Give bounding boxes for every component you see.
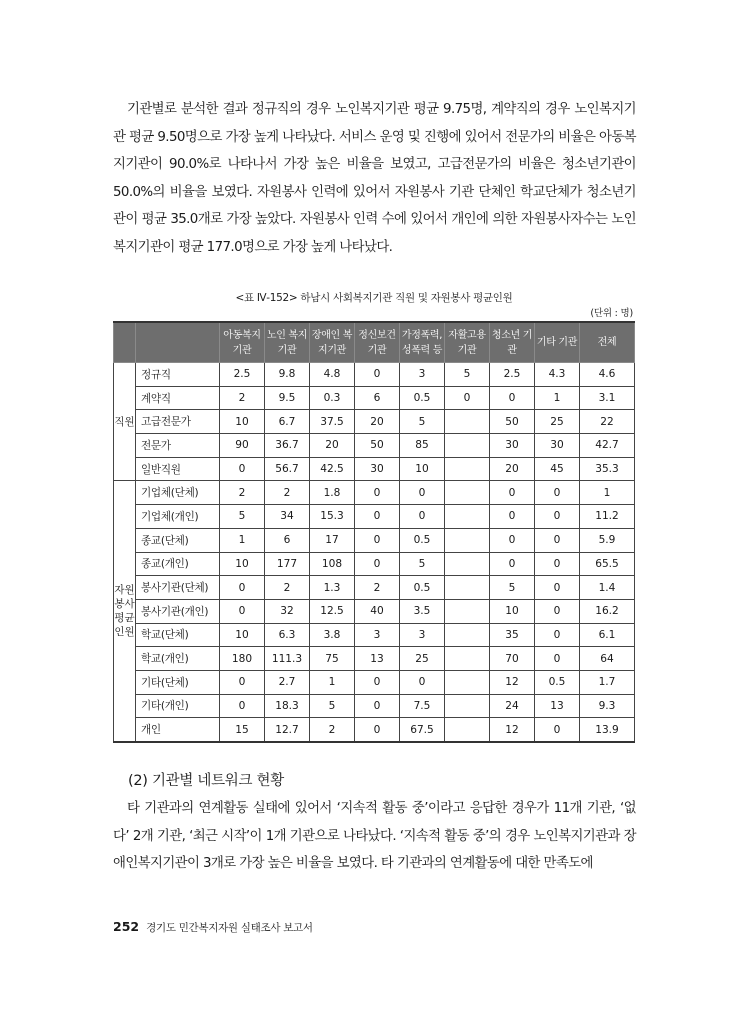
table-cell: 1	[535, 386, 580, 410]
table-cell: 0	[220, 670, 265, 694]
table-cell: 0	[355, 505, 400, 529]
table-cell: 2.5	[220, 363, 265, 387]
table-cell: 4.6	[580, 363, 635, 387]
table-row	[114, 505, 635, 529]
table-cell: 35	[490, 623, 535, 647]
row-label: 기업체(개인)	[136, 505, 220, 529]
header-child-welfare: 아동복지 기관	[220, 322, 265, 363]
table-cell: 70	[490, 647, 535, 671]
table-cell: 45	[535, 457, 580, 481]
table-cell: 10	[490, 599, 535, 623]
table-cell	[445, 505, 490, 529]
header-total: 전체	[580, 322, 635, 363]
table-cell: 0	[535, 647, 580, 671]
row-group-label: 직원	[114, 363, 136, 481]
table-cell: 0	[355, 363, 400, 387]
table-cell: 18.3	[265, 694, 310, 718]
table-row	[114, 528, 635, 552]
network-paragraph: 타 기관과의 연계활동 실태에 있어서 ‘지속적 활동 중’이라고 응답한 경우가 11개 기관, ‘없다’ 2개 기관, ‘최근 시작’이 1개 기관으로 나타났다. ‘지속적 활동 중’의 경우 노인복지기관과 장애인복지기관이 3개로 가장 높은 비율을 보였다. 타 기관과의 연계활동에 대한 만족도에	[113, 801, 636, 871]
table-row	[114, 481, 635, 505]
table-cell: 2	[220, 386, 265, 410]
table-row	[114, 552, 635, 576]
table-cell: 64	[580, 647, 635, 671]
table-cell: 9.3	[580, 694, 635, 718]
table-cell: 10	[220, 410, 265, 434]
table-cell: 90	[220, 434, 265, 458]
table-caption: <표 Ⅳ-152> 하남시 사회복지기관 직원 및 자원봉사 평균인원	[235, 292, 513, 304]
table-cell: 0	[490, 552, 535, 576]
table-cell	[445, 434, 490, 458]
table-cell: 1	[580, 481, 635, 505]
table-cell: 0.5	[400, 576, 445, 600]
table-cell: 5	[445, 363, 490, 387]
table-row	[114, 410, 635, 434]
intro-paragraph: 기관별로 분석한 결과 정규직의 경우 노인복지기관 평균 9.75명, 계약직의 경우 노인복지기관 평균 9.50명으로 가장 높게 나타났다. 서비스 운영 및 진행에 있어서 전문가의 비율은 아동복지기관이 90.0%로 나타나서 가장 높은 비율을 보였고, 고급전문가의 비율은 청소년기관이 50.0%의 비율을 보였다. 자원봉사 인력에 있어서 자원봉사 기관 단체인 학교단체가 청소년기관이 평균 35.0개로 가장 높았다. 자원봉사 인력 수에 있어서 개인에 의한 자원봉사자수는 노인복지기관이 평균 177.0명으로 가장 높게 나타났다.	[113, 102, 636, 255]
header-other: 기타 기관	[535, 322, 580, 363]
row-label: 봉사기관(개인)	[136, 599, 220, 623]
staff-volunteer-table	[113, 321, 635, 743]
table-cell: 3.8	[310, 623, 355, 647]
table-cell: 0.3	[310, 386, 355, 410]
table-cell: 3	[355, 623, 400, 647]
table-cell: 1.7	[580, 670, 635, 694]
table-cell: 37.5	[310, 410, 355, 434]
table-cell	[445, 528, 490, 552]
table-cell: 1.4	[580, 576, 635, 600]
table-cell: 10	[220, 552, 265, 576]
table-row	[114, 457, 635, 481]
table-cell: 30	[355, 457, 400, 481]
section-heading: (2) 기관별 네트워크 현황	[128, 773, 284, 789]
table-cell: 180	[220, 647, 265, 671]
table-cell: 6	[265, 528, 310, 552]
header-mental-health: 정신보건 기관	[355, 322, 400, 363]
table-cell: 3	[400, 623, 445, 647]
table-cell: 2	[355, 576, 400, 600]
table-cell: 0	[355, 552, 400, 576]
table-cell: 15	[220, 718, 265, 742]
table-cell: 42.5	[310, 457, 355, 481]
table-cell: 17	[310, 528, 355, 552]
table-row	[114, 718, 635, 742]
row-label: 고급전문가	[136, 410, 220, 434]
table-cell: 0.5	[535, 670, 580, 694]
table-cell: 1.8	[310, 481, 355, 505]
table-cell: 12	[490, 670, 535, 694]
report-title: 경기도 민간복지자원 실태조사 보고서	[146, 922, 313, 934]
table-cell: 1	[220, 528, 265, 552]
row-label: 종교(단체)	[136, 528, 220, 552]
header-domestic-violence: 가정폭력, 성폭력 등	[400, 322, 445, 363]
table-cell: 0	[220, 457, 265, 481]
table-cell: 0	[220, 599, 265, 623]
table-cell: 1.3	[310, 576, 355, 600]
table-row	[114, 434, 635, 458]
row-label: 일반직원	[136, 457, 220, 481]
table-unit: (단위 : 명)	[590, 308, 633, 319]
table-cell: 5	[220, 505, 265, 529]
table-cell	[445, 552, 490, 576]
table-cell: 0	[220, 576, 265, 600]
header-blank-label	[136, 322, 220, 363]
table-cell: 13	[535, 694, 580, 718]
table-cell: 67.5	[400, 718, 445, 742]
table-row	[114, 599, 635, 623]
table-cell: 12.7	[265, 718, 310, 742]
table-row	[114, 623, 635, 647]
table-cell	[445, 599, 490, 623]
table-cell	[445, 694, 490, 718]
table-cell: 177	[265, 552, 310, 576]
table-cell: 16.2	[580, 599, 635, 623]
table-cell: 0	[535, 552, 580, 576]
table-cell: 10	[400, 457, 445, 481]
table-cell: 1	[310, 670, 355, 694]
table-cell: 0	[535, 505, 580, 529]
table-cell	[445, 457, 490, 481]
row-label: 학교(단체)	[136, 623, 220, 647]
table-header-row	[114, 322, 635, 363]
table-cell: 3.1	[580, 386, 635, 410]
table-row	[114, 670, 635, 694]
table-cell: 34	[265, 505, 310, 529]
row-label: 전문가	[136, 434, 220, 458]
table-cell: 0	[400, 670, 445, 694]
table-cell: 3.5	[400, 599, 445, 623]
table-cell: 13.9	[580, 718, 635, 742]
table-cell: 12.5	[310, 599, 355, 623]
table-cell: 25	[400, 647, 445, 671]
table-cell: 36.7	[265, 434, 310, 458]
header-self-support: 자활고용 기관	[445, 322, 490, 363]
table-cell: 30	[490, 434, 535, 458]
table-cell	[445, 718, 490, 742]
row-label: 개인	[136, 718, 220, 742]
table-cell	[445, 670, 490, 694]
table-cell: 2	[310, 718, 355, 742]
table-cell: 20	[310, 434, 355, 458]
table-cell: 0	[535, 599, 580, 623]
table-cell: 0	[490, 481, 535, 505]
page-number: 252	[113, 919, 140, 934]
table-cell: 42.7	[580, 434, 635, 458]
row-label: 기타(개인)	[136, 694, 220, 718]
row-label: 기업체(단체)	[136, 481, 220, 505]
table-cell: 0	[445, 386, 490, 410]
table-cell: 32	[265, 599, 310, 623]
table-cell: 2	[265, 576, 310, 600]
table-cell: 20	[490, 457, 535, 481]
table-cell: 6.7	[265, 410, 310, 434]
table-cell: 2	[220, 481, 265, 505]
table-cell: 30	[535, 434, 580, 458]
row-label: 학교(개인)	[136, 647, 220, 671]
table-cell: 0	[490, 528, 535, 552]
table-cell: 4.8	[310, 363, 355, 387]
table-cell: 12	[490, 718, 535, 742]
table-cell: 0	[535, 718, 580, 742]
table-cell: 0	[535, 623, 580, 647]
table-cell: 0	[220, 694, 265, 718]
row-label: 봉사기관(단체)	[136, 576, 220, 600]
table-row	[114, 576, 635, 600]
table-cell: 0.5	[400, 386, 445, 410]
page-footer	[113, 919, 313, 935]
table-cell: 9.8	[265, 363, 310, 387]
table-row	[114, 694, 635, 718]
table-cell: 10	[220, 623, 265, 647]
table-cell: 0.5	[400, 528, 445, 552]
table-cell: 0	[490, 505, 535, 529]
table-row	[114, 363, 635, 387]
table-cell: 0	[355, 528, 400, 552]
table-cell: 0	[490, 386, 535, 410]
table-cell	[445, 623, 490, 647]
table-cell: 56.7	[265, 457, 310, 481]
table-cell: 108	[310, 552, 355, 576]
table-cell: 0	[355, 481, 400, 505]
table-cell: 0	[400, 505, 445, 529]
table-cell: 5	[400, 410, 445, 434]
table-cell: 40	[355, 599, 400, 623]
table-cell: 4.3	[535, 363, 580, 387]
table-cell: 75	[310, 647, 355, 671]
table-cell: 3	[400, 363, 445, 387]
table-cell: 6.3	[265, 623, 310, 647]
header-disability-welfare: 장애인 복지기관	[310, 322, 355, 363]
table-cell: 22	[580, 410, 635, 434]
table-cell: 5.9	[580, 528, 635, 552]
table-cell: 5	[400, 552, 445, 576]
table-row	[114, 386, 635, 410]
table-cell: 0	[535, 528, 580, 552]
table-cell: 5	[310, 694, 355, 718]
table-row	[114, 647, 635, 671]
row-label: 정규직	[136, 363, 220, 387]
table-cell: 0	[535, 576, 580, 600]
table-cell: 2.5	[490, 363, 535, 387]
table-cell	[445, 647, 490, 671]
table-cell: 5	[490, 576, 535, 600]
table-cell: 0	[355, 694, 400, 718]
table-cell: 7.5	[400, 694, 445, 718]
table-cell: 6	[355, 386, 400, 410]
table-cell: 2.7	[265, 670, 310, 694]
table-cell: 65.5	[580, 552, 635, 576]
table-cell: 6.1	[580, 623, 635, 647]
table-cell: 20	[355, 410, 400, 434]
table-cell: 13	[355, 647, 400, 671]
row-group-label: 자원봉사평균인원	[114, 481, 136, 742]
table-cell: 0	[400, 481, 445, 505]
table-cell: 50	[490, 410, 535, 434]
table-cell: 0	[535, 481, 580, 505]
row-label: 계약직	[136, 386, 220, 410]
table-cell	[445, 481, 490, 505]
table-cell: 24	[490, 694, 535, 718]
table-cell: 50	[355, 434, 400, 458]
table-cell: 0	[355, 718, 400, 742]
table-cell	[445, 410, 490, 434]
row-label: 기타(단체)	[136, 670, 220, 694]
table-cell: 2	[265, 481, 310, 505]
table-cell: 25	[535, 410, 580, 434]
table-cell: 9.5	[265, 386, 310, 410]
table-cell: 15.3	[310, 505, 355, 529]
table-cell: 11.2	[580, 505, 635, 529]
header-elderly-welfare: 노인 복지기관	[265, 322, 310, 363]
header-youth: 청소년 기관	[490, 322, 535, 363]
row-label: 종교(개인)	[136, 552, 220, 576]
header-blank-group	[114, 322, 136, 363]
table-cell: 111.3	[265, 647, 310, 671]
table-cell: 85	[400, 434, 445, 458]
table-cell	[445, 576, 490, 600]
table-cell: 0	[355, 670, 400, 694]
table-cell: 35.3	[580, 457, 635, 481]
